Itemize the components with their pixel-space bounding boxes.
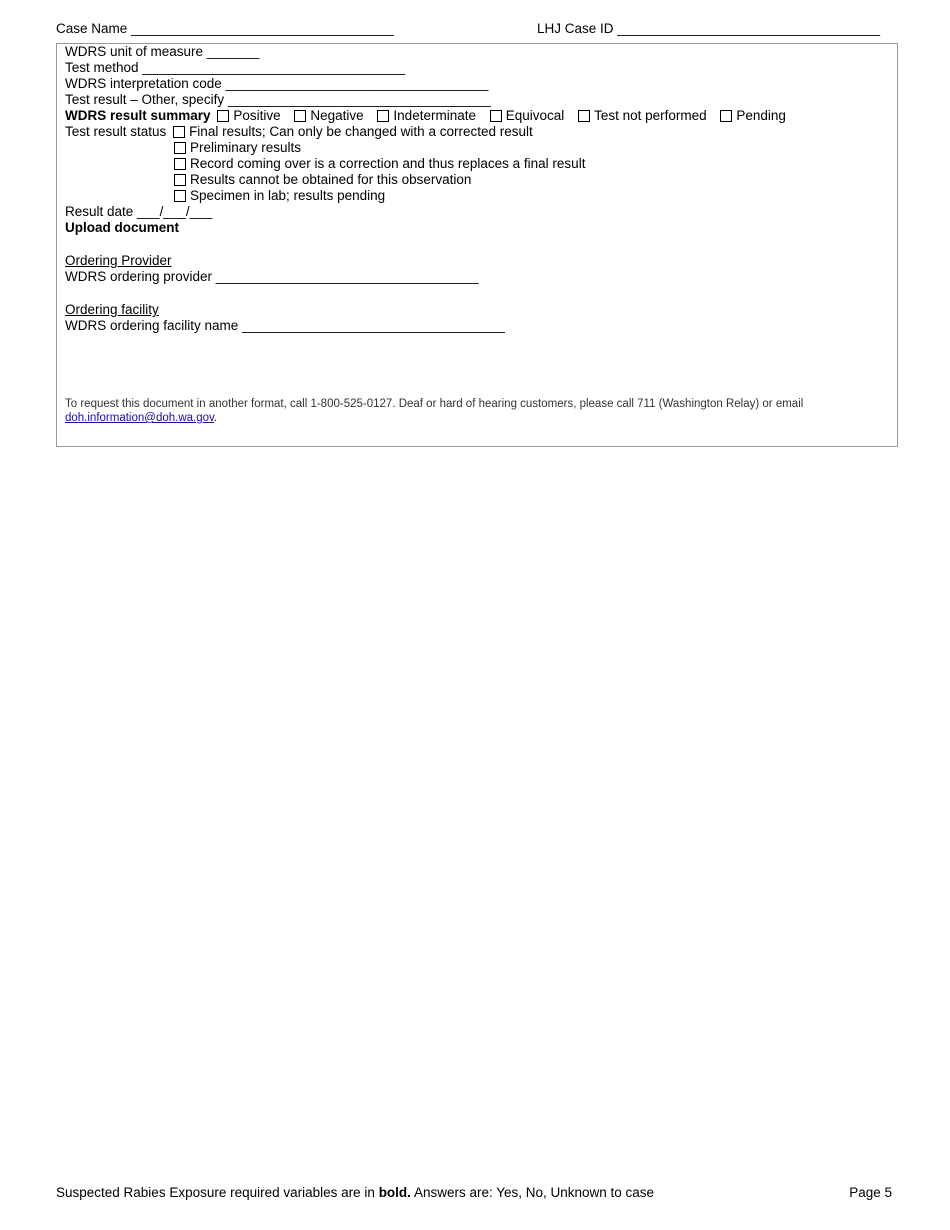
footer-bold-word: bold. [378, 1185, 411, 1200]
email-link[interactable]: doh.information@doh.wa.gov [65, 412, 214, 424]
specimen-in-lab-checkbox[interactable] [174, 190, 186, 202]
accessibility-notice [65, 397, 887, 425]
negative-checkbox[interactable] [294, 110, 306, 122]
indeterminate-checkbox[interactable] [377, 110, 389, 122]
positive-label: Positive [233, 108, 281, 123]
preliminary-results-checkbox[interactable] [174, 142, 186, 154]
page-footer [56, 1185, 892, 1203]
test-method-field[interactable]: Test method ___________________________________ [65, 60, 406, 75]
result-status-row [65, 172, 889, 188]
negative-label: Negative [310, 108, 364, 123]
test-not-performed-checkbox[interactable] [578, 110, 590, 122]
pending-checkbox[interactable] [720, 110, 732, 122]
pending-label: Pending [736, 108, 786, 123]
footer-text-part1: Suspected Rabies Exposure required variables are in [56, 1185, 379, 1200]
preliminary-results-label: Preliminary results [190, 140, 302, 155]
page-number: Page 5 [849, 1185, 892, 1200]
correction-label: Record coming over is a correction and thus replaces a final result [190, 156, 586, 171]
footer-text [56, 1185, 654, 1200]
final-results-label: Final results; Can only be changed with a corrected result [189, 124, 533, 139]
result-date-field[interactable]: Result date ___/___/___ [65, 204, 213, 219]
equivocal-checkbox[interactable] [490, 110, 502, 122]
final-results-checkbox[interactable] [173, 126, 185, 138]
specimen-in-lab-label: Specimen in lab; results pending [190, 188, 386, 203]
notice-text: To request this document in another format, call 1-800-525-0127. Deaf or hard of hearing customers, please call 711 (Washington Relay) or email [65, 398, 804, 410]
positive-checkbox[interactable] [217, 110, 229, 122]
cannot-be-obtained-label: Results cannot be obtained for this observation [190, 172, 472, 187]
ordering-facility-field[interactable]: WDRS ordering facility name ___________________________________ [65, 318, 505, 333]
unit-of-measure-field[interactable]: WDRS unit of measure _______ [65, 44, 260, 59]
ordering-facility-heading: Ordering facility [65, 302, 159, 317]
ordering-provider-heading: Ordering Provider [65, 253, 172, 268]
result-status-label: Test result status [65, 124, 167, 139]
result-status-row [65, 188, 889, 204]
footer-text-part2: Answers are: Yes, No, Unknown to case [410, 1185, 655, 1200]
lhj-case-id-field[interactable]: LHJ Case ID ___________________________________ [537, 21, 881, 36]
result-summary-label: WDRS result summary [65, 108, 211, 123]
interpretation-code-field[interactable]: WDRS interpretation code ___________________________________ [65, 76, 489, 91]
upload-document-label[interactable]: Upload document [65, 220, 179, 235]
result-status-row [65, 156, 889, 172]
result-summary-row [65, 108, 889, 124]
equivocal-label: Equivocal [505, 108, 565, 123]
indeterminate-label: Indeterminate [393, 108, 476, 123]
ordering-provider-field[interactable]: WDRS ordering provider ___________________________________ [65, 269, 479, 284]
test-not-performed-label: Test not performed [594, 108, 707, 123]
notice-period: . [213, 412, 218, 424]
case-name-field[interactable]: Case Name ___________________________________ [56, 21, 394, 36]
lab-result-section [56, 43, 898, 447]
correction-checkbox[interactable] [174, 158, 186, 170]
test-result-other-field[interactable]: Test result – Other, specify ___________________________________ [65, 92, 491, 107]
result-status-row [65, 124, 889, 140]
cannot-be-obtained-checkbox[interactable] [174, 174, 186, 186]
page-header [56, 21, 892, 39]
result-status-row [65, 140, 889, 156]
